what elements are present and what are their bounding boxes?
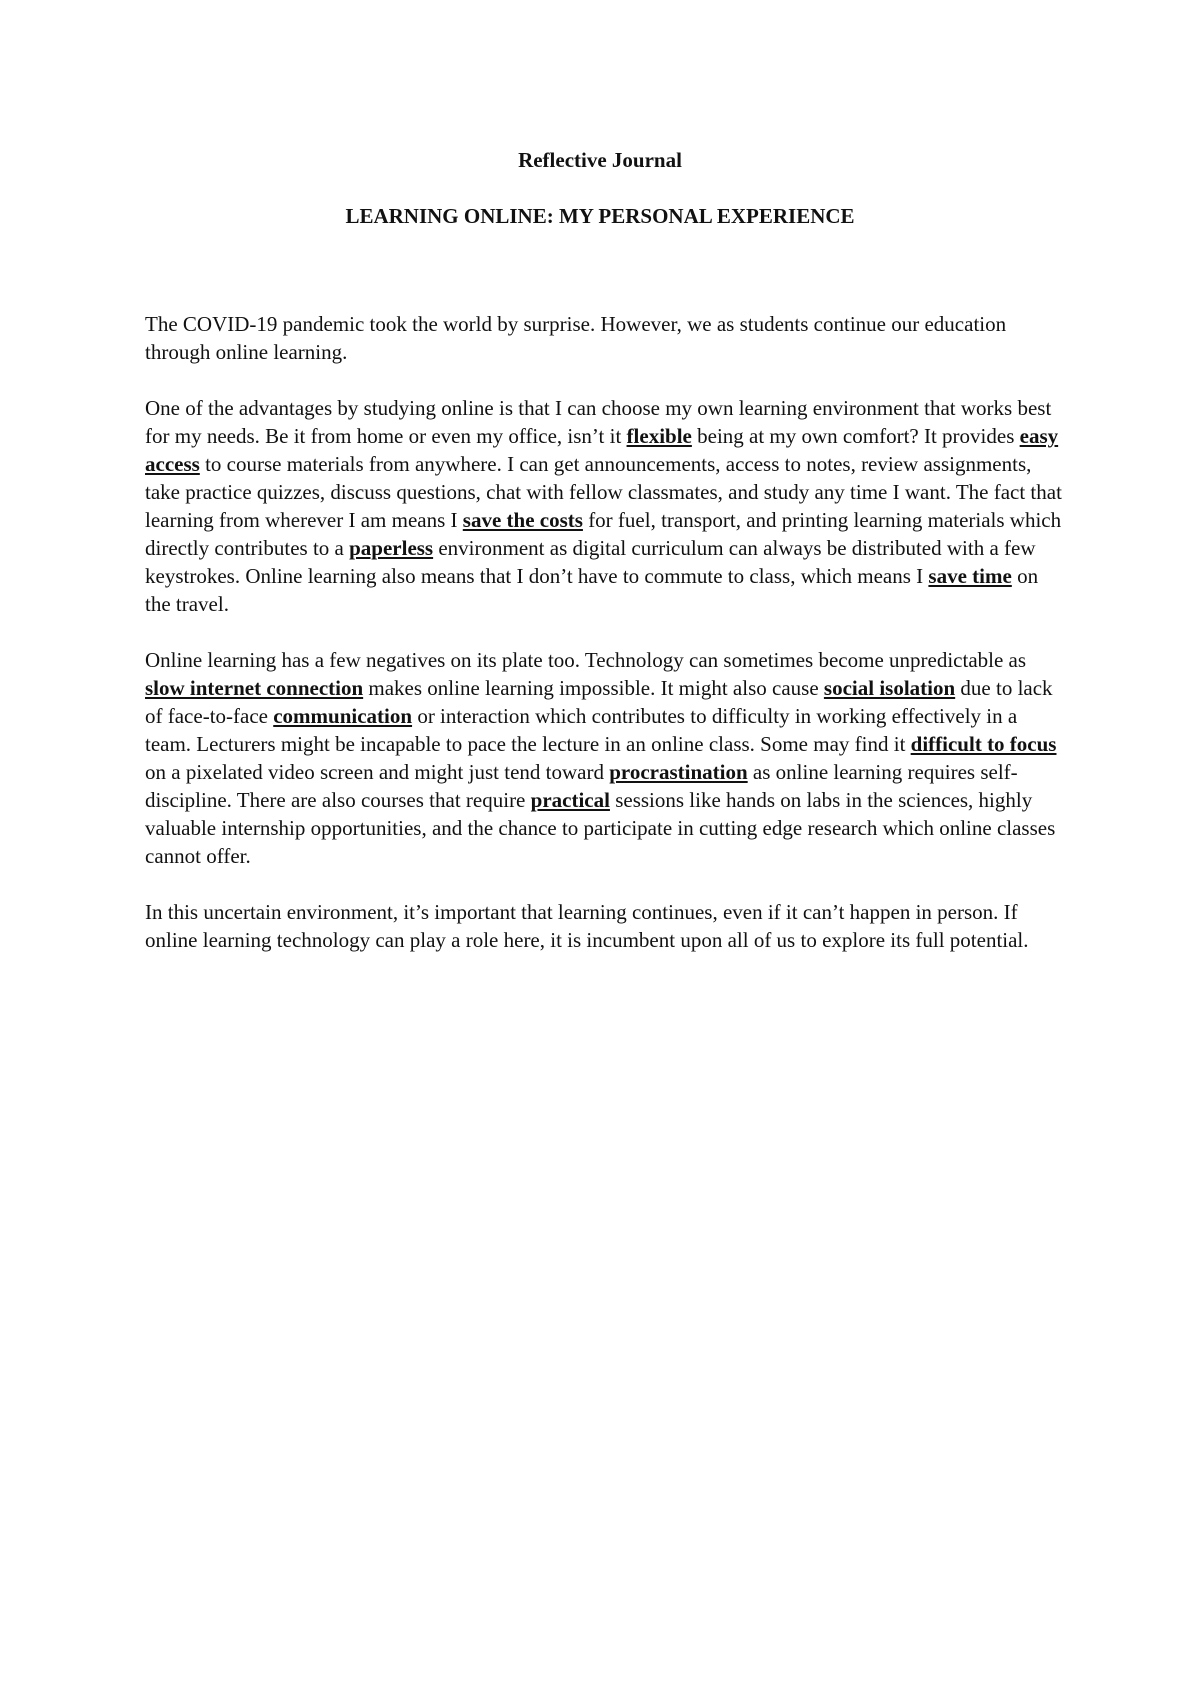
paragraph [145, 898, 1065, 954]
keyword-emphasis: social isolation [823, 676, 956, 700]
text-run: environment as digital curriculum can always be distributed with a few keystrokes. Online learning also means that I don’t have to commute to class, which means I [145, 536, 1036, 588]
document-body [145, 310, 1065, 982]
keyword-emphasis: communication [273, 704, 413, 728]
text-run: sessions like hands on labs in the sciences, highly valuable internship opportunities, and the chance to participate in cutting edge research which online classes cannot offer. [145, 788, 1056, 868]
keyword-emphasis: difficult to focus [910, 732, 1057, 756]
text-run: due to lack of face-to-face [145, 676, 1053, 728]
keyword-emphasis: paperless [349, 536, 434, 560]
text-run: to course materials from anywhere. I can get announcements, access to notes, review assignments, take practice quizzes, discuss questions, chat with fellow classmates, and study any time I want. The fact that learning from wherever I am means I [145, 452, 1062, 532]
keyword-emphasis: save time [928, 564, 1012, 588]
text-run: or interaction which contributes to difficulty in working effectively in a team. Lecturers might be incapable to pace the lecture in an online class. Some may find it [145, 704, 1018, 756]
paragraph [145, 394, 1065, 618]
paragraph [145, 646, 1065, 870]
document-title: Reflective Journal [518, 148, 682, 172]
text-run: Online learning has a few negatives on its plate too. Technology can sometimes become unpredictable as [145, 648, 1027, 672]
text-run: for fuel, transport, and printing learning materials which directly contributes to a [145, 508, 1062, 560]
keyword-emphasis: flexible [626, 424, 692, 448]
paragraph [145, 310, 1065, 366]
text-run: as online learning requires self-discipline. There are also courses that require [145, 760, 1018, 812]
text-run: on a pixelated video screen and might just tend toward [145, 760, 610, 784]
keyword-emphasis: slow internet connection [145, 676, 364, 700]
keyword-emphasis: easy access [145, 424, 1059, 476]
keyword-emphasis: procrastination [609, 760, 748, 784]
text-run: on the travel. [145, 564, 1039, 616]
text-run: The COVID-19 pandemic took the world by surprise. However, we as students continue our education through online learning. [145, 312, 1007, 364]
text-run: One of the advantages by studying online is that I can choose my own learning environment that works best for my needs. Be it from home or even my office, isn’t it [145, 396, 1052, 448]
keyword-emphasis: save the costs [462, 508, 583, 532]
keyword-emphasis: practical [530, 788, 610, 812]
text-run: being at my own comfort? It provides [691, 424, 1020, 448]
text-run: makes online learning impossible. It might also cause [363, 676, 824, 700]
text-run: In this uncertain environment, it’s important that learning continues, even if it can’t happen in person. If online learning technology can play a role here, it is incumbent upon all of us to explore its full potential. [145, 900, 1029, 952]
document-subtitle: LEARNING ONLINE: MY PERSONAL EXPERIENCE [345, 204, 855, 228]
